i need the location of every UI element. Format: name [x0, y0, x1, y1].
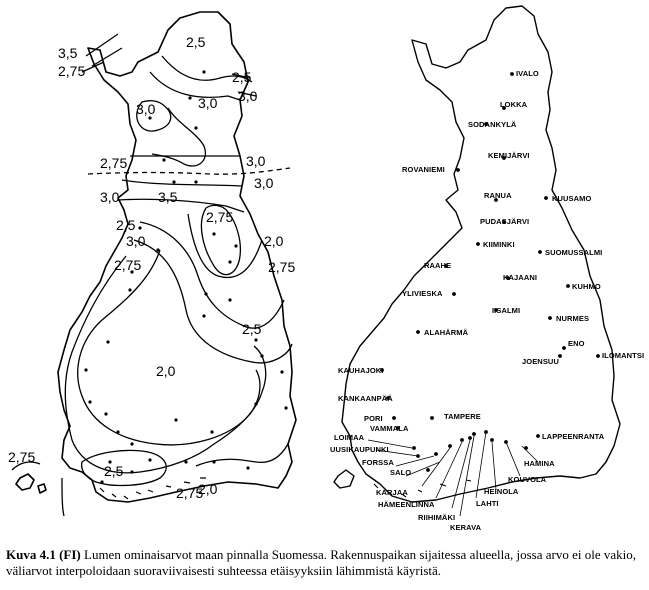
- aland-islet: [38, 484, 46, 493]
- label-3-0-west: 3,0: [100, 189, 120, 205]
- city-lappeenranta: LAPPEENRANTA: [542, 432, 605, 441]
- city-hameenlinna: HÄMEENLINNA: [378, 500, 435, 509]
- city-uusikaupunki: UUSIKAUPUNKI: [330, 445, 389, 454]
- city-pori: PORI: [364, 414, 383, 423]
- city-kankaanpaa: KANKAANPÄÄ: [338, 394, 393, 403]
- city-kuhmo: KUHMO: [572, 282, 601, 291]
- city-ilomantsi: ILOMANTSI: [602, 351, 645, 360]
- city-salo: SALO: [390, 468, 412, 477]
- label-3-0-nw-loop: 3,0: [136, 101, 156, 117]
- label-2-5-coast: 2,75: [176, 485, 204, 501]
- label-2-5-center: 2,0: [156, 363, 176, 379]
- city-tampere: TAMPERE: [444, 412, 481, 421]
- city-eno: ENO: [568, 339, 585, 348]
- isoline-3-0-lobe: [152, 108, 205, 166]
- city-karjaa: KARJAA: [376, 488, 408, 497]
- label-3-0-east-b: 3,0: [254, 175, 274, 191]
- city-lahti: LAHTI: [476, 499, 499, 508]
- city-dots: [380, 72, 603, 472]
- city-raahe: RAAHE: [424, 261, 452, 270]
- label-3-0-kainuu: 2,0: [264, 233, 284, 249]
- figure-caption: [6, 547, 644, 579]
- city-sodankyla: SODANKYLÄ: [468, 120, 517, 129]
- label-3-5-loop: 2,75: [206, 209, 234, 225]
- label-2-75-kainuu: 2,75: [268, 259, 296, 275]
- city-pudasjarvi: PUDASJÄRVI: [480, 217, 530, 226]
- city-ylivieska: YLIVIESKA: [402, 289, 443, 298]
- isoline-2-75-south-loop: [82, 450, 167, 485]
- city-rovaniemi: ROVANIEMI: [402, 165, 445, 174]
- label-2-75-coast: 2,0: [198, 481, 218, 497]
- right-aland-islands: [334, 470, 354, 488]
- city-nurmes: NURMES: [556, 314, 590, 323]
- city-kuusamo: KUUSAMO: [552, 194, 592, 203]
- city-lokka: LOKKA: [500, 100, 528, 109]
- label-2-5-west: 3,0: [126, 233, 146, 249]
- isoline-2-0-coast: [62, 478, 64, 516]
- isoline-3-0-mid: [122, 180, 242, 186]
- label-2-5-ne: 2,5: [232, 69, 252, 85]
- city-vammala: VAMMALA: [370, 424, 409, 433]
- city-kiiminki: KIIMINKI: [483, 240, 515, 249]
- city-kauhajoki: KAUHAJOKI: [338, 366, 384, 375]
- label-2-75-nw: 2,75: [58, 63, 86, 79]
- label-2-75-savo: 2,5: [242, 321, 262, 337]
- label-3-0-oulu: 3,5: [158, 189, 178, 205]
- label-2-0-aland: 2,75: [8, 449, 36, 465]
- label-2-75-south: 2,5: [104, 463, 124, 479]
- label-3-5-nw: 3,5: [58, 45, 78, 61]
- city-kouvola: KOUVOLA: [508, 475, 547, 484]
- label-2-0-west: 2,75: [114, 257, 142, 273]
- city-suomussalmi: SUOMUSSALMI: [545, 248, 603, 257]
- city-heinola: HEINOLA: [484, 487, 519, 496]
- city-iisalmi: IISALMI: [492, 306, 521, 315]
- aland-islands: [16, 474, 34, 490]
- city-loimaa: LOIMAA: [334, 433, 365, 442]
- city-kerava: KERAVA: [450, 523, 482, 532]
- city-forssa: FORSSA: [362, 458, 394, 467]
- city-labels: [330, 69, 644, 532]
- city-kemijarvi: KEMIJÄRVI: [488, 151, 530, 160]
- city-riihimaki: RIIHIMÄKI: [418, 513, 456, 522]
- isoline-2-75-central: [140, 222, 284, 328]
- label-3-0-east-a: 3,0: [246, 153, 266, 169]
- left-map-stations: [84, 70, 287, 483]
- isoline-nw-tip: [82, 34, 122, 72]
- city-ranua: RANUA: [484, 191, 512, 200]
- city-joensuu: JOENSUU: [522, 357, 559, 366]
- left-map-outline: [58, 12, 296, 502]
- caption-text: Lumen ominaisarvot maan pinnalla Suomessa. Rakennuspaikan sijaitessa alueella, jossa arvo ei ole vakio, väliarvot interpoloidaan suoraviivaisesti suhteessa etäisyyksiin lähimmistä käyristä.: [6, 547, 636, 578]
- label-3-0-ne: 3,0: [238, 88, 258, 104]
- city-kajaani: KAJAANI: [503, 273, 538, 282]
- isoline-2-5-south: [78, 250, 260, 445]
- label-2-75-west: 2,5: [116, 217, 136, 233]
- figure-label: Kuva 4.1 (FI): [6, 547, 81, 562]
- label-3-0-lapland: 3,0: [198, 95, 218, 111]
- city-alaharma: ALAHÄRMÄ: [424, 328, 469, 337]
- label-2-75-mid: 2,75: [100, 155, 128, 171]
- city-ivalo: IVALO: [516, 69, 539, 78]
- label-2-5-top: 2,5: [186, 34, 206, 50]
- city-hamina: HAMINA: [524, 459, 555, 468]
